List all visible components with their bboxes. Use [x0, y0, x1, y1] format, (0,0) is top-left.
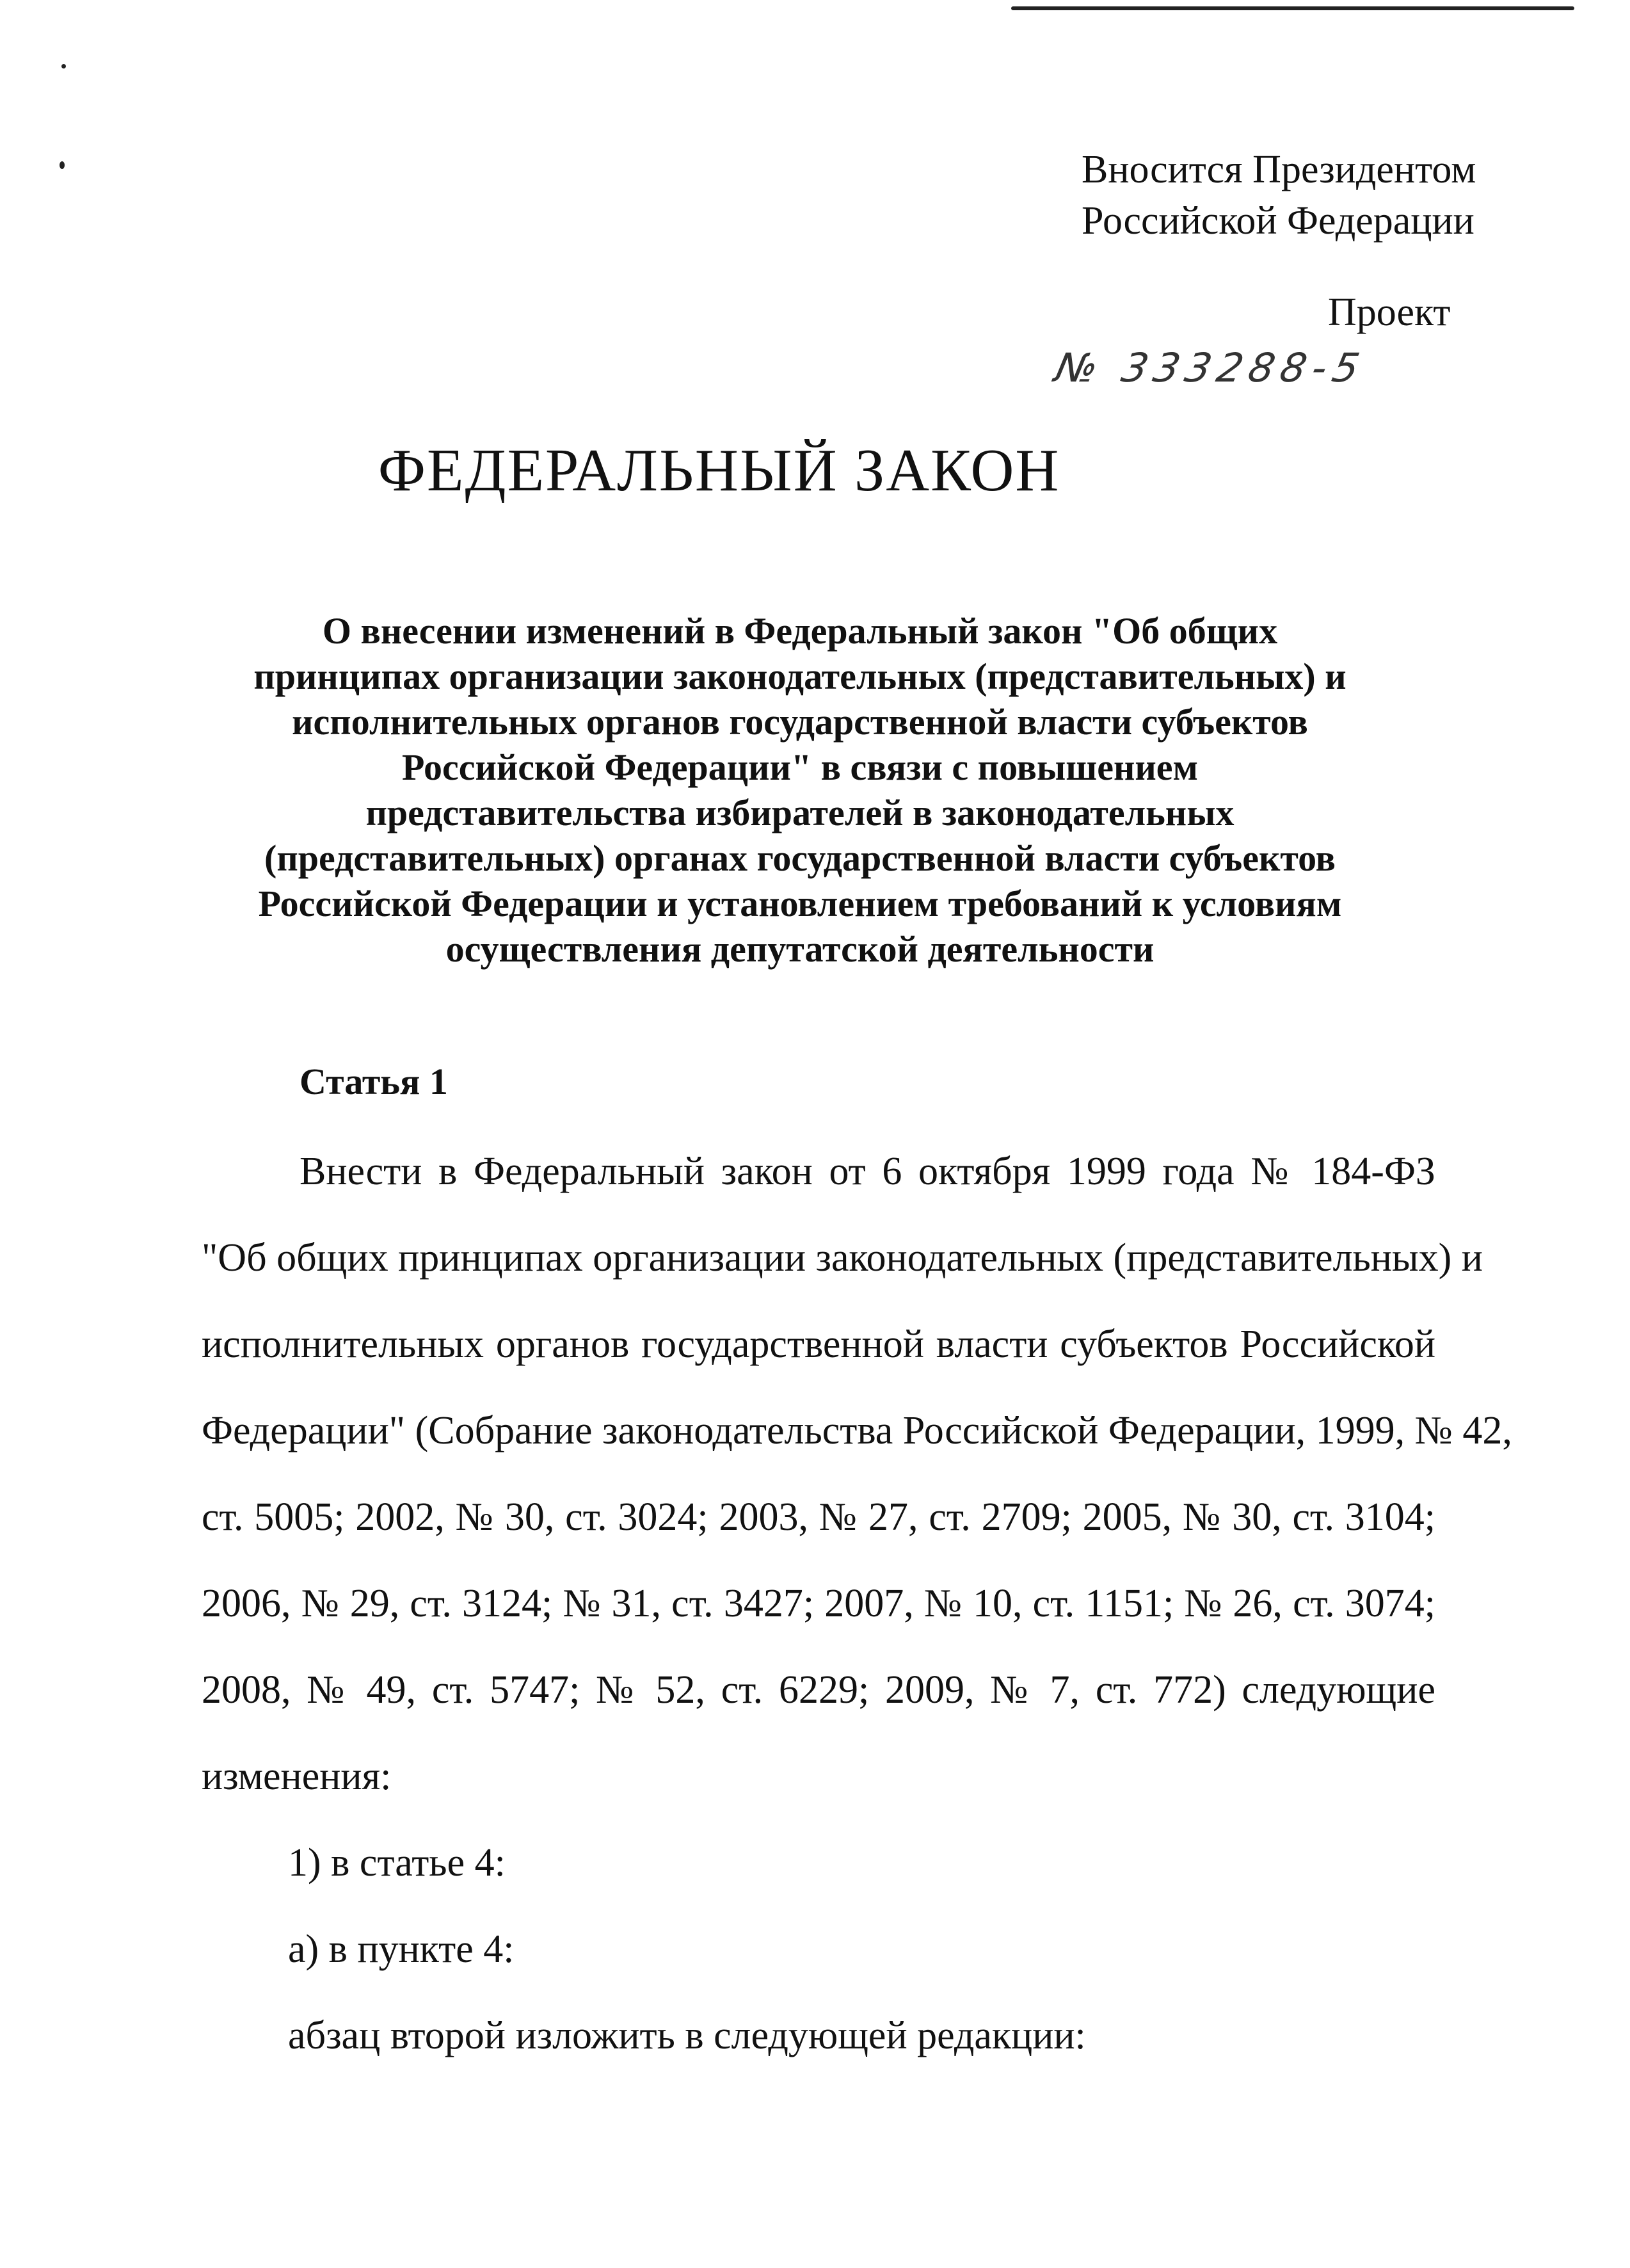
- article-paragraph-line: ст. 5005; 2002, № 30, ст. 3024; 2003, № 27, ст. 2709; 2005, № 30, ст. 3104;: [202, 1495, 1435, 1539]
- law-heading-line: Российской Федерации" в связи с повышением: [401, 746, 1199, 788]
- scan-artifact-line: [1011, 6, 1574, 10]
- law-heading-line: (представительных) органах государственной власти субъектов: [264, 837, 1336, 879]
- article-item: 1) в статье 4:: [288, 1841, 506, 1885]
- law-heading-line: Российской Федерации и установлением требований к условиям: [258, 883, 1342, 924]
- article-item-text: абзац второй изложить в следующей редакции:: [288, 2014, 1086, 2057]
- scan-artifact-dot: [60, 161, 65, 169]
- law-heading: [192, 608, 1408, 972]
- law-heading-line: принципах организации законодательных (представительных) и: [253, 655, 1346, 697]
- article-heading: Статья 1: [300, 1061, 448, 1102]
- article-paragraph-line: изменения:: [202, 1755, 392, 1798]
- law-heading-line: осуществления депутатской деятельности: [445, 928, 1155, 970]
- article-paragraph-line: Внести в Федеральный закон от 6 октября 1999 года № 184-ФЗ: [300, 1150, 1435, 1193]
- article-subitem: а) в пункте 4:: [288, 1927, 515, 1971]
- submitter-line: Российской Федерации: [1082, 199, 1474, 243]
- law-heading-line: исполнительных органов государственной власти субъектов: [292, 701, 1308, 743]
- law-heading-line: О внесении изменений в Федеральный закон "Об общих: [322, 610, 1278, 652]
- document-title: ФЕДЕРАЛЬНЫЙ ЗАКОН: [378, 437, 1060, 504]
- article-paragraph-line: Федерации" (Собрание законодательства Российской Федерации, 1999, № 42,: [202, 1409, 1512, 1452]
- scan-artifact-dot: [61, 64, 66, 68]
- article-paragraph-line: исполнительных органов государственной власти субъектов Российской: [202, 1323, 1435, 1366]
- article-paragraph-line: "Об общих принципах организации законодательных (представительных) и: [202, 1236, 1483, 1280]
- submitter-line: Вносится Президентом: [1082, 148, 1476, 191]
- project-label: Проект: [1328, 291, 1451, 334]
- handwritten-registration-number: № 333288-5: [1051, 344, 1370, 391]
- article-paragraph-line: 2008, № 49, ст. 5747; № 52, ст. 6229; 2009, № 7, ст. 772) следующие: [202, 1668, 1435, 1712]
- law-heading-line: представительства избирателей в законодательных: [365, 792, 1234, 833]
- article-paragraph-line: 2006, № 29, ст. 3124; № 31, ст. 3427; 2007, № 10, ст. 1151; № 26, ст. 3074;: [202, 1582, 1435, 1625]
- submitter-block: [1082, 144, 1476, 246]
